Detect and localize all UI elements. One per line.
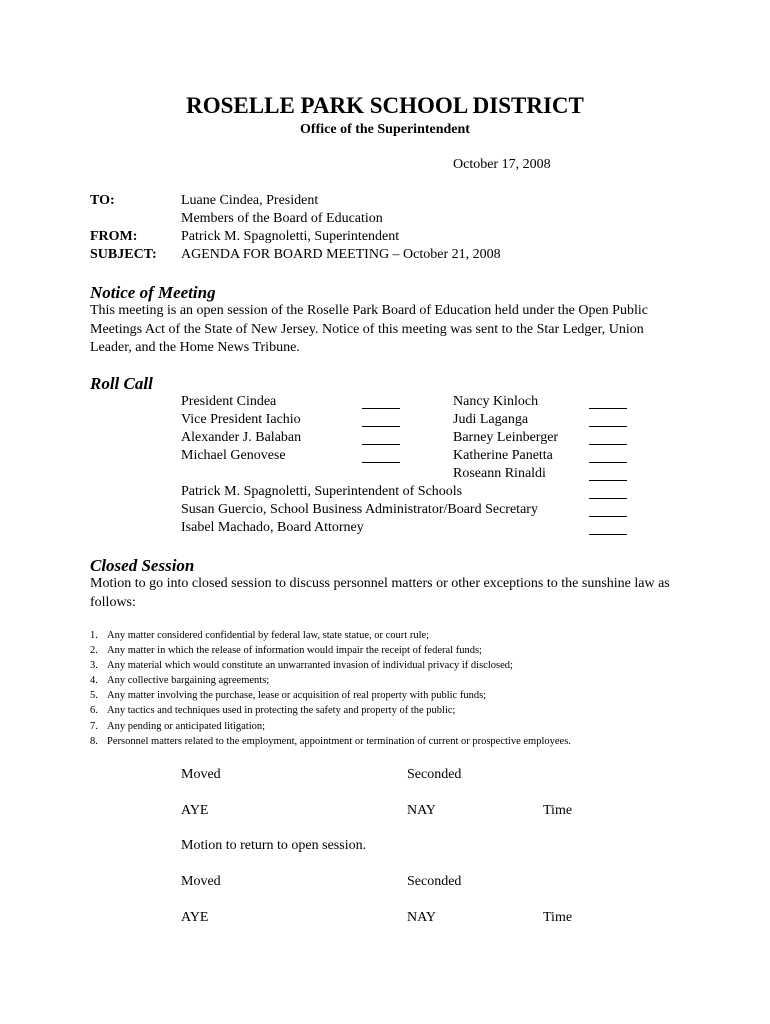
seconded-label: Seconded — [407, 874, 462, 889]
time-label: Time — [543, 803, 573, 818]
from-label: FROM: — [90, 229, 138, 244]
attendance-blank — [589, 414, 627, 432]
attendance-blank — [589, 396, 627, 414]
roll-staff: Patrick M. Spagnoletti, Superintendent of Schools — [181, 484, 463, 499]
nay-label: NAY — [407, 910, 437, 925]
nay-label: NAY — [407, 803, 437, 818]
attendance-blank — [589, 522, 627, 540]
to-recipient-2: Members of the Board of Education — [181, 211, 383, 226]
roll-member: Michael Genovese — [181, 448, 286, 463]
office-subtitle: Office of the Superintendent — [300, 122, 470, 137]
attendance-blank — [362, 414, 400, 432]
notice-heading: Notice of Meeting — [90, 283, 216, 302]
attendance-blank — [589, 486, 627, 504]
list-item: 1. Any matter considered confidential by federal law, state statue, or court rule; — [90, 630, 430, 641]
roll-member: Nancy Kinloch — [453, 394, 539, 409]
roll-member: Judi Laganga — [453, 412, 529, 427]
to-label: TO: — [90, 193, 115, 208]
attendance-blank — [589, 432, 627, 450]
seconded-label: Seconded — [407, 767, 462, 782]
moved-label: Moved — [181, 767, 221, 782]
subject-value: AGENDA FOR BOARD MEETING – October 21, 2008 — [181, 247, 501, 262]
time-label: Time — [543, 910, 573, 925]
attendance-blank — [589, 504, 627, 522]
aye-label: AYE — [181, 910, 209, 925]
memo-date: October 17, 2008 — [453, 157, 551, 172]
from-value: Patrick M. Spagnoletti, Superintendent — [181, 229, 400, 244]
attendance-blank — [589, 450, 627, 468]
roll-member: President Cindea — [181, 394, 277, 409]
closed-session-intro: Motion to go into closed session to discuss personnel matters or other exceptions to the sunshine law as follows: — [90, 576, 670, 610]
roll-member: Katherine Panetta — [453, 448, 553, 463]
list-item: 8. Personnel matters related to the employment, appointment or termination of current or prospective employees. — [90, 735, 571, 747]
exceptions-list — [90, 628, 571, 749]
attendance-blank — [589, 468, 627, 486]
roll-call-heading: Roll Call — [90, 374, 153, 393]
list-item: 5. Any matter involving the purchase, lease or acquisition of real property with public funds; — [90, 690, 487, 702]
roll-member: Roseann Rinaldi — [453, 466, 546, 481]
attendance-blank — [362, 432, 400, 450]
notice-text: This meeting is an open session of the Roselle Park Board of Education held under the Open Public Meetings Act of the State of New Jersey. Notice of this meeting was sent to the Star Ledger, Union Leader, and the Home News Tribune. — [90, 303, 648, 355]
moved-label: Moved — [181, 874, 221, 889]
roll-staff: Susan Guercio, School Business Administrator/Board Secretary — [181, 502, 538, 517]
attendance-blank — [362, 396, 400, 414]
aye-label: AYE — [181, 803, 209, 818]
closed-session-heading: Closed Session — [90, 556, 195, 575]
roll-staff: Isabel Machado, Board Attorney — [181, 520, 364, 535]
roll-member: Barney Leinberger — [453, 430, 559, 445]
subject-label: SUBJECT: — [90, 247, 157, 262]
district-title: ROSELLE PARK SCHOOL DISTRICT — [186, 93, 584, 118]
list-item: 2. Any matter in which the release of information would impair the receipt of federal funds; — [90, 645, 482, 657]
attendance-blank — [362, 450, 400, 468]
list-item: 7. Any pending or anticipated litigation; — [90, 720, 266, 732]
to-recipient-1: Luane Cindea, President — [181, 193, 319, 208]
list-item: 3. Any material which would constitute an unwarranted invasion of individual privacy if disclosed; — [90, 660, 513, 672]
list-item: 6. Any tactics and techniques used in protecting the safety and property of the public; — [90, 705, 456, 717]
return-motion: Motion to return to open session. — [181, 838, 367, 853]
roll-member: Alexander J. Balaban — [181, 430, 302, 445]
roll-member: Vice President Iachio — [181, 412, 301, 427]
list-item: 4. Any collective bargaining agreements; — [90, 675, 270, 687]
